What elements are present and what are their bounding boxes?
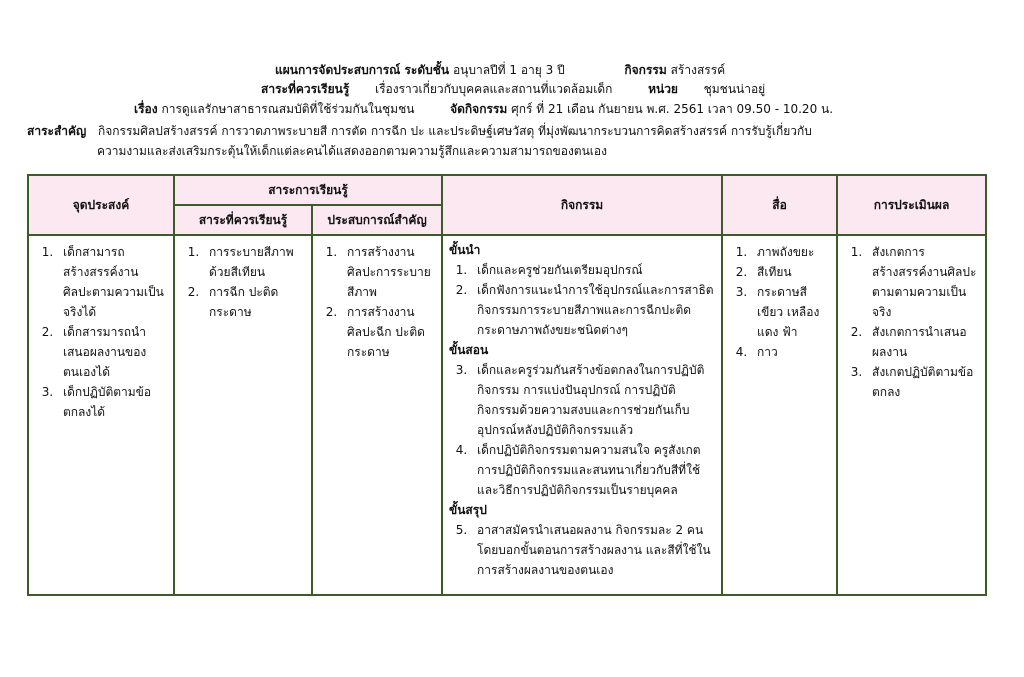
intro-list <box>449 260 715 340</box>
teach-list <box>449 360 715 500</box>
objectives-header: จุดประสงค์ <box>28 175 174 235</box>
activity-label: กิจกรรม <box>624 63 667 77</box>
header-line-3 <box>134 101 833 117</box>
subject-label: สาระที่ควรเรียนรู้ <box>261 82 350 96</box>
schedule-value: ศุกร์ ที่ 21 เดือน กันยายน พ.ศ. 2561 เวลา 09.50 - 10.20 น. <box>511 102 834 116</box>
media-list <box>729 242 830 362</box>
evaluation-list <box>844 242 979 402</box>
list-item: 3. เด็กปฏิบัติตามข้อตกลงได้ <box>57 382 167 422</box>
list-item: 3. กระดาษสีเขียว เหลือง แดง ฟ้า <box>751 282 830 342</box>
list-item: 1. การสร้างงานศิลปะการระบายสีภาพ <box>341 242 435 302</box>
evaluation-cell <box>837 235 986 595</box>
list-item: 4. เด็กปฏิบัติกิจกรรมตามความสนใจ ครูสังเกตการปฏิบัติกิจกรรมและสนทนาเกี่ยวกับสีที่ใช้และวิธีการปฏิบัติกิจกรรมเป็นรายบุคคล <box>471 440 715 500</box>
list-item: 1. เด็กและครูช่วยกันเตรียมอุปกรณ์ <box>471 260 715 280</box>
topic-label: เรื่อง <box>134 102 158 116</box>
media-header: สื่อ <box>722 175 837 235</box>
intro-heading: ขั้นนำ <box>449 243 481 257</box>
content-to-learn-cell <box>174 235 312 595</box>
list-item: 5. อาสาสมัครนำเสนอผลงาน กิจกรรมละ 2 คน โดยบอกขั้นตอนการสร้างผลงาน และสีที่ใช้ในการสร้างผลงานของตนเอง <box>471 520 715 580</box>
list-item: 3. สังเกตปฏิบัติตามข้อตกลง <box>866 362 979 402</box>
header-line-1 <box>275 62 725 78</box>
unit-label: หน่วย <box>648 82 678 96</box>
content-to-learn-list <box>181 242 305 322</box>
media-cell <box>722 235 837 595</box>
essence-label: สาระสำคัญ <box>27 124 87 138</box>
list-item: 2. สีเทียน <box>751 262 830 282</box>
topic-value: การดูแลรักษาสาธารณสมบัติที่ใช้ร่วมกันในชุมชน <box>161 102 415 116</box>
essence-line-1 <box>27 123 812 139</box>
objectives-cell <box>28 235 174 595</box>
activities-cell <box>442 235 722 595</box>
list-item: 2. เด็กสารมารถนำเสนอผลงานของตนเองได้ <box>57 322 167 382</box>
list-item: 2. การสร้างงานศิลปะฉีก ปะติดกระดาษ <box>341 302 435 362</box>
list-item: 1. สังเกตการสร้างสรรค์งานศิลปะตามตามความเป็นจริง <box>866 242 979 322</box>
learning-content-header: สาระการเรียนรู้ <box>174 175 442 205</box>
header-line-2 <box>261 81 765 97</box>
summary-list <box>449 520 715 580</box>
teach-heading: ขั้นสอน <box>449 343 489 357</box>
summary-heading: ขั้นสรุป <box>449 503 487 517</box>
key-experience-cell <box>312 235 442 595</box>
list-item: 1. ภาพถังขยะ <box>751 242 830 262</box>
key-experience-list <box>319 242 435 362</box>
essence-text-2: ความงามและส่งเสริมกระตุ้นให้เด็กแต่ละคนได้แสดงออกตามความรู้สึกและความสามารถของตนเอง <box>97 144 607 158</box>
objectives-list <box>35 242 167 422</box>
evaluation-header: การประเมินผล <box>837 175 986 235</box>
lesson-plan-table <box>27 174 987 596</box>
key-experience-header: ประสบการณ์สำคัญ <box>312 205 442 235</box>
list-item: 2. การฉีก ปะติดกระดาษ <box>203 282 305 322</box>
plan-level-value: อนุบาลปีที่ 1 อายุ 3 ปี <box>452 63 565 77</box>
subject-value: เรื่องราวเกี่ยวกับบุคคลและสถานที่แวดล้อมเด็ก <box>374 82 613 96</box>
list-item: 4. กาว <box>751 342 830 362</box>
content-to-learn-header: สาระที่ควรเรียนรู้ <box>174 205 312 235</box>
plan-level-label: แผนการจัดประสบการณ์ ระดับชั้น <box>275 63 450 77</box>
schedule-label: จัดกิจกรรม <box>450 102 508 116</box>
activities-header: กิจกรรม <box>442 175 722 235</box>
list-item: 1. เด็กสามารถสร้างสรรค์งานศิลปะตามความเป็นจริงได้ <box>57 242 167 322</box>
list-item: 3. เด็กและครูร่วมกันสร้างข้อตกลงในการปฏิบัติกิจกรรม การแบ่งปันอุปกรณ์ การปฏิบัติกิจกรรมด้วยความสงบและการช่วยกันเก็บอุปกรณ์หลังปฏิบัติกิจกรรมแล้ว <box>471 360 715 440</box>
list-item: 2. เด็กฟังการแนะนำการใช้อุปกรณ์และการสาธิตกิจกรรมการระบายสีภาพและการฉีกปะติดกระดาษภาพถังขยะชนิดต่างๆ <box>471 280 715 340</box>
essence-text-1: กิจกรรมศิลปสร้างสรรค์ การวาดภาพระบายสี การตัด การฉีก ปะ และประดิษฐ์เศษวัสดุ ที่มุ่งพัฒนากระบวนการคิดสร้างสรรค์ การรับรู้เกี่ยวกับ <box>97 124 812 138</box>
activity-value: สร้างสรรค์ <box>670 63 726 77</box>
list-item: 1. การระบายสีภาพด้วยสีเทียน <box>203 242 305 282</box>
essence-line-2 <box>97 143 607 159</box>
list-item: 2. สังเกตการนำเสนอผลงาน <box>866 322 979 362</box>
unit-value: ชุมชนน่าอยู่ <box>703 82 766 96</box>
